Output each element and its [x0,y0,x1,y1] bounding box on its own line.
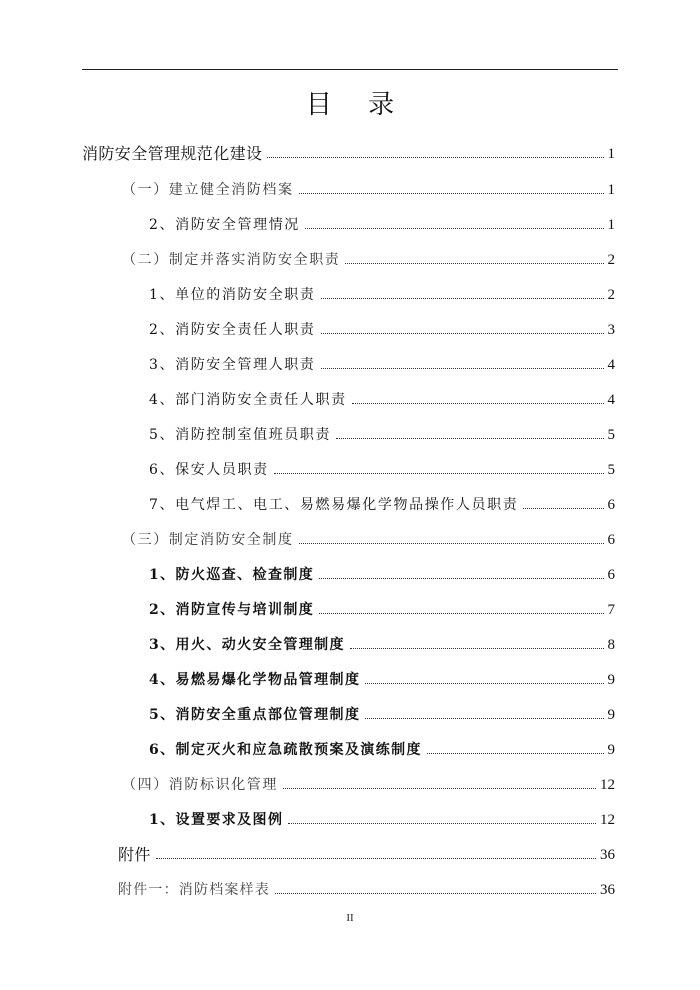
toc-dot-leader [427,753,604,754]
toc-entry[interactable] [149,736,615,760]
toc-dot-leader [321,368,604,369]
toc-entry[interactable] [149,456,615,480]
toc-entry[interactable] [149,596,615,620]
header-rule [82,69,618,70]
toc-entry[interactable] [118,876,615,900]
toc-dot-leader [352,403,604,404]
toc-entry-page: 4 [607,357,615,373]
toc-entry-label: （二）制定并落实消防安全职责 [122,252,341,268]
toc-entry-page: 8 [607,637,615,653]
toc-entry-page: 4 [607,392,615,408]
toc-dot-leader [305,228,604,229]
toc-entry[interactable] [149,211,615,235]
toc-entry-label: 1、防火巡查、检查制度 [149,567,315,583]
toc-entry[interactable] [149,631,615,655]
toc-entry-label: 附件一：消防档案样表 [118,882,270,898]
toc-entry-page: 36 [600,882,615,898]
toc-entry-page: 36 [600,847,615,863]
toc-entry-label: 5、消防安全重点部位管理制度 [149,707,361,723]
toc-entry-page: 3 [607,322,615,338]
toc-entry-label: 3、消防安全管理人职责 [149,357,316,373]
toc-dot-leader [336,438,603,439]
toc-dot-leader [523,508,603,509]
toc-entry-label: 附件 [118,845,151,864]
toc-entry-label: 3、用火、动火安全管理制度 [149,637,345,653]
toc-dot-leader [275,893,596,894]
toc-entry-page: 1 [607,146,615,162]
toc-dot-leader [288,823,596,824]
toc-entry[interactable] [149,316,615,340]
toc-entry-page: 1 [607,182,615,198]
toc-entry[interactable] [149,806,615,830]
toc-entry-label: （一）建立健全消防档案 [122,182,294,198]
toc-entry-page: 2 [607,252,615,268]
toc-entry-page: 5 [607,427,615,443]
toc-dot-leader [283,788,596,789]
toc-entry[interactable] [122,771,615,795]
toc-entry-label: 1、单位的消防安全职责 [149,287,316,303]
toc-entry[interactable] [149,491,615,515]
toc-dot-leader [274,473,604,474]
toc-dot-leader [365,683,603,684]
toc-entry-label: 4、部门消防安全责任人职责 [149,392,347,408]
toc-entry-label: （三）制定消防安全制度 [122,532,294,548]
toc-dot-leader [350,648,604,649]
toc-entry[interactable] [82,140,615,164]
toc-entry-page: 7 [607,602,615,618]
toc-entry[interactable] [149,386,615,410]
toc-entry[interactable] [149,421,615,445]
toc-dot-leader [321,298,604,299]
toc-entry-label: 2、消防安全责任人职责 [149,322,316,338]
toc-entry-label: 4、易燃易爆化学物品管理制度 [149,672,361,688]
toc-dot-leader [299,193,604,194]
toc-entry-label: （四）消防标识化管理 [122,777,278,793]
toc-entry-page: 2 [607,287,615,303]
toc-entry-page: 1 [607,217,615,233]
footer-page-number: II [346,912,354,924]
toc-entry-label: 消防安全管理规范化建设 [82,144,263,163]
toc-entry-label: 2、消防安全管理情况 [149,217,300,233]
toc-entry-label: 7、电气焊工、电工、易燃易爆化学物品操作人员职责 [149,497,519,513]
toc-dot-leader [321,333,604,334]
toc-entry-label: 6、制定灭火和应急疏散预案及演练制度 [149,742,422,758]
toc-entry[interactable] [122,526,615,550]
toc-entry-label: 2、消防宣传与培训制度 [149,602,315,618]
toc-dot-leader [365,718,603,719]
toc-entry-label: 5、消防控制室值班员职责 [149,427,332,443]
toc-entry[interactable] [149,701,615,725]
toc-dot-leader [267,157,603,158]
toc-entry-page: 12 [600,812,615,828]
toc-dot-leader [319,613,603,614]
page-title: 目 录 [305,90,409,120]
toc-entry[interactable] [149,561,615,585]
toc-entry[interactable] [149,666,615,690]
toc-entry-page: 6 [607,567,615,583]
toc-entry[interactable] [122,246,615,270]
toc-entry-label: 1、设置要求及图例 [149,812,284,828]
toc-entry-page: 12 [600,777,615,793]
toc-entry[interactable] [122,176,615,200]
toc-entry-page: 9 [607,707,615,723]
toc-entry-page: 6 [607,497,615,513]
toc-entry[interactable] [149,351,615,375]
toc-entry-page: 9 [607,672,615,688]
toc-dot-leader [156,858,596,859]
toc-entry-page: 5 [607,462,615,478]
toc-dot-leader [299,543,604,544]
toc-entry-page: 9 [607,742,615,758]
toc-dot-leader [319,578,603,579]
toc-entry-label: 6、保安人员职责 [149,462,269,478]
toc-dot-leader [345,263,603,264]
toc-entry[interactable] [149,281,615,305]
toc-entry[interactable] [118,841,615,865]
toc-entry-page: 6 [607,532,615,548]
